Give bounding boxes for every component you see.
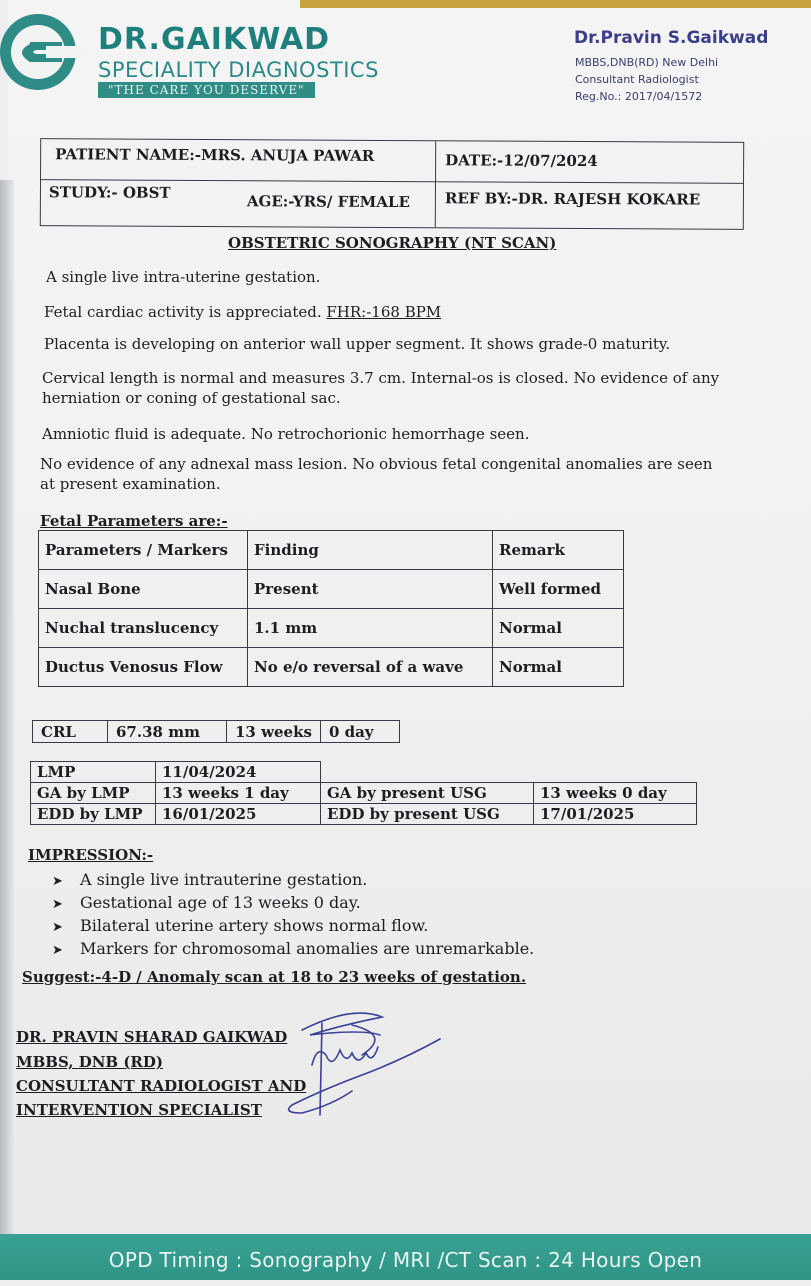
ga-lmp-value: 13 weeks 1 day — [156, 783, 321, 804]
suggestion-text: :-4-D / Anomaly scan at 18 to 23 weeks of gestation. — [89, 968, 527, 986]
signatory-title-2: INTERVENTION SPECIALIST — [16, 1101, 262, 1119]
impression-item — [52, 914, 534, 937]
edd-usg-label: EDD by present USG — [321, 804, 534, 825]
doctor-degree-header: MBBS,DNB(RD) New Delhi — [575, 56, 719, 69]
lmp-label: LMP — [31, 762, 156, 783]
table-row — [31, 804, 697, 825]
finding-adnexal: No evidence of any adnexal mass lesion. No obvious fetal congenital anomalies are seen at present examination. — [40, 455, 713, 493]
brand-subtitle: SPECIALITY DIAGNOSTICS — [98, 58, 379, 82]
table-row — [39, 648, 624, 687]
footer-banner: OPD Timing : Sonography / MRI /CT Scan : 24 Hours Open — [0, 1234, 811, 1280]
table-header-row — [39, 531, 624, 570]
crl-days: 0 day — [320, 721, 399, 743]
arrow-bullet-icon: ➤ — [52, 897, 63, 912]
table-row — [39, 609, 624, 648]
table-cell: Nuchal translucency — [39, 609, 248, 648]
table-row — [31, 762, 697, 783]
impression-item — [52, 891, 534, 914]
table-header-cell: Finding — [248, 531, 493, 570]
fetal-parameters-title: Fetal Parameters are:- — [40, 512, 228, 530]
finding-cardiac — [44, 302, 734, 322]
lmp-value: 11/04/2024 — [156, 762, 321, 783]
signatory-title: CONSULTANT RADIOLOGIST AND — [16, 1077, 307, 1095]
arrow-bullet-icon: ➤ — [52, 874, 63, 889]
table-cell: Normal — [493, 648, 624, 687]
finding-gestation: A single live intra-uterine gestation. — [46, 268, 321, 286]
table-header-cell: Remark — [493, 531, 624, 570]
dates-table — [30, 761, 697, 825]
edd-lmp-value: 16/01/2025 — [156, 804, 321, 825]
arrow-bullet-icon: ➤ — [52, 920, 63, 935]
crl-value: 67.38 mm — [108, 721, 227, 743]
table-cell: Present — [248, 570, 493, 609]
impression-item — [52, 937, 534, 960]
report-title: OBSTETRIC SONOGRAPHY (NT SCAN) — [228, 234, 557, 252]
table-row — [39, 570, 624, 609]
patient-age: AGE:-YRS/ FEMALE — [246, 192, 410, 212]
signatory-degree: MBBS, DNB (RD) — [16, 1053, 163, 1071]
table-cell: Nasal Bone — [39, 570, 248, 609]
finding-placenta: Placenta is developing on anterior wall upper segment. It shows grade-0 maturity. — [44, 335, 671, 353]
signatory-name: DR. PRAVIN SHARAD GAIKWAD — [16, 1028, 288, 1046]
patient-name: PATIENT NAME:-MRS. ANUJA PAWAR — [55, 145, 375, 165]
empty-cell — [534, 762, 697, 783]
fetal-parameters-table — [38, 530, 624, 687]
doctor-title-header: Consultant Radiologist — [575, 73, 699, 86]
finding-cardiac-text: Fetal cardiac activity is appreciated. — [44, 303, 327, 321]
handwritten-signature — [262, 995, 452, 1125]
impression-item — [52, 868, 534, 891]
arrow-bullet-icon: ➤ — [52, 943, 63, 958]
table-row — [31, 783, 697, 804]
impression-text: A single live intrauterine gestation. — [80, 870, 368, 889]
top-edge-strip — [300, 0, 811, 8]
study-type: STUDY:- OBST — [48, 183, 171, 202]
referred-by: REF BY:-DR. RAJESH KOKARE — [444, 189, 701, 209]
impression-text: Bilateral uterine artery shows normal flow. — [80, 916, 429, 935]
crl-label: CRL — [33, 721, 108, 743]
table-header-cell: Parameters / Markers — [39, 531, 248, 570]
ga-lmp-label: GA by LMP — [31, 783, 156, 804]
empty-cell — [321, 762, 534, 783]
table-row — [33, 721, 400, 743]
finding-amniotic: Amniotic fluid is adequate. No retrochorionic hemorrhage seen. — [42, 425, 530, 443]
patient-info-table — [40, 138, 744, 230]
table-cell: Ductus Venosus Flow — [39, 648, 248, 687]
edd-usg-value: 17/01/2025 — [534, 804, 697, 825]
page-edge-shadow — [0, 180, 14, 1240]
impression-text: Gestational age of 13 weeks 0 day. — [80, 893, 361, 912]
ga-usg-label: GA by present USG — [321, 783, 534, 804]
impression-text: Markers for chromosomal anomalies are unremarkable. — [80, 939, 535, 958]
brand-name: DR.GAIKWAD — [98, 22, 331, 57]
table-cell: Normal — [493, 609, 624, 648]
crl-weeks: 13 weeks — [227, 721, 321, 743]
ga-usg-value: 13 weeks 0 day — [534, 783, 697, 804]
fhr-value: FHR:-168 BPM — [326, 303, 442, 321]
table-cell: No e/o reversal of a wave — [248, 648, 493, 687]
table-cell: 1.1 mm — [248, 609, 493, 648]
doctor-reg-header: Reg.No.: 2017/04/1572 — [575, 90, 703, 103]
clinic-logo — [0, 6, 86, 92]
suggestion-label: Suggest — [22, 968, 90, 986]
report-date: DATE:-12/07/2024 — [445, 151, 598, 171]
impression-title: IMPRESSION:- — [28, 846, 154, 864]
doctor-name-header: Dr.Pravin S.Gaikwad — [574, 28, 769, 48]
crl-table — [32, 720, 400, 743]
finding-cervical: Cervical length is normal and measures 3.7 cm. Internal-os is closed. No evidence of any herniation or coning of gestational sac. — [42, 369, 720, 407]
impression-list — [52, 868, 534, 960]
brand-tagline: "THE CARE YOU DESERVE" — [98, 82, 315, 98]
suggestion — [22, 968, 526, 986]
table-cell: Well formed — [493, 570, 624, 609]
edd-lmp-label: EDD by LMP — [31, 804, 156, 825]
patient-table-divider-v — [435, 141, 436, 227]
